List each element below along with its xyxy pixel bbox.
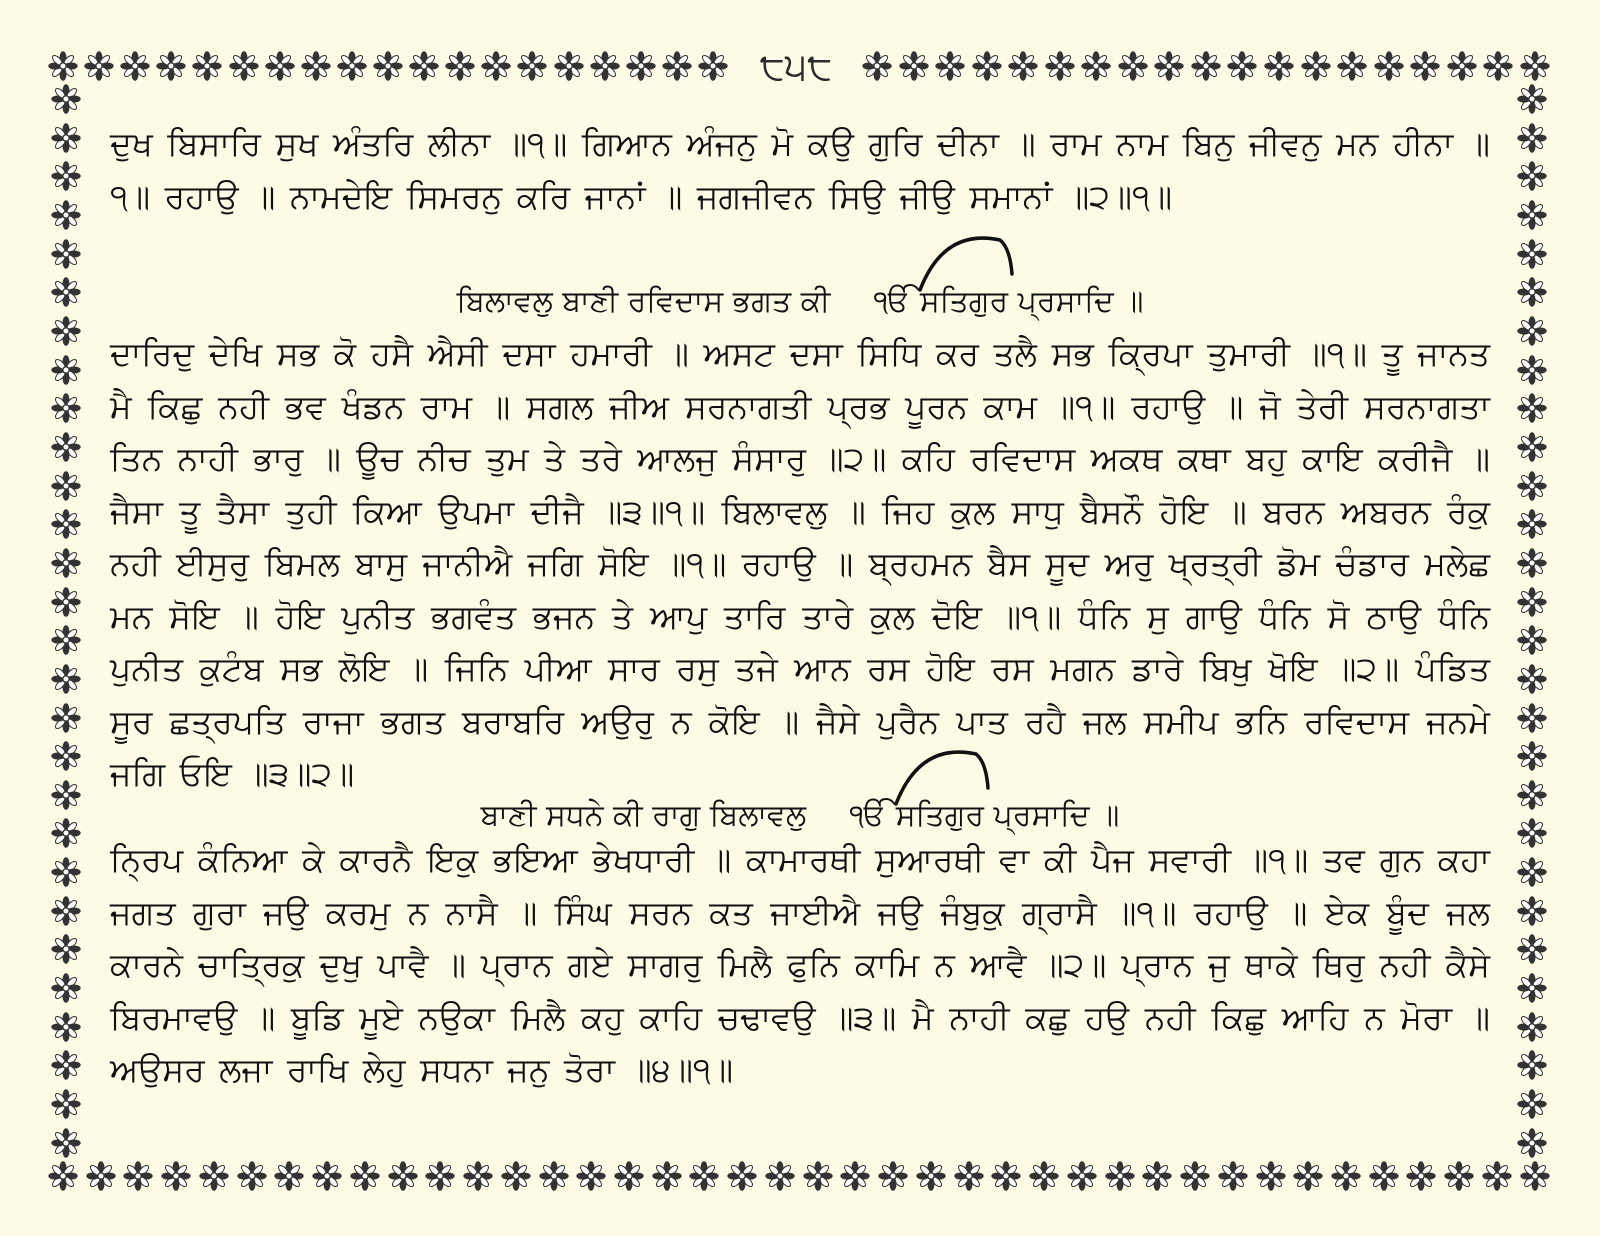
flower-icon <box>501 1161 531 1191</box>
flower-icon <box>51 548 81 578</box>
flower-icon <box>425 1161 455 1191</box>
flower-icon <box>1301 51 1331 81</box>
flower-icon <box>727 1161 757 1191</box>
flower-icon <box>517 51 547 81</box>
flower-icon <box>51 393 81 423</box>
flower-icon <box>51 1128 81 1158</box>
mool-mantar <box>850 794 1120 838</box>
flower-icon <box>51 84 81 114</box>
flower-icon <box>51 239 81 269</box>
flower-icon <box>229 51 259 81</box>
flower-icon <box>662 51 692 81</box>
flower-icon <box>301 51 331 81</box>
flower-icon <box>51 1050 81 1080</box>
flower-icon <box>237 1161 267 1191</box>
flower-icon <box>51 934 81 964</box>
flower-icon <box>1517 432 1547 462</box>
flower-icon <box>1517 741 1547 771</box>
flower-icon <box>51 432 81 462</box>
flower-icon <box>1227 51 1257 81</box>
mool-mantar-text: ੴ ਸਤਿਗੁਰ ਪ੍ਰਸਾਦਿ ॥ <box>849 798 1120 833</box>
flower-icon <box>1482 1161 1512 1191</box>
flower-icon <box>1331 1161 1361 1191</box>
flower-icon <box>1081 51 1111 81</box>
flower-icon <box>274 1161 304 1191</box>
flower-icon <box>84 51 114 81</box>
flower-icon <box>1517 703 1547 733</box>
flower-icon <box>51 587 81 617</box>
flower-icon <box>1520 1161 1550 1191</box>
flower-icon <box>1483 51 1513 81</box>
ornamental-border-right <box>1514 84 1550 1158</box>
flower-icon <box>1517 123 1547 153</box>
flower-icon <box>1517 818 1547 848</box>
flower-icon <box>51 200 81 230</box>
section-heading <box>110 794 1490 838</box>
flower-icon <box>123 1161 153 1191</box>
mool-mantar <box>874 280 1144 324</box>
flower-icon <box>539 1161 569 1191</box>
flower-icon <box>51 896 81 926</box>
flower-icon <box>1142 1161 1172 1191</box>
flower-icon <box>1191 51 1221 81</box>
flower-icon <box>1517 1089 1547 1119</box>
flower-icon <box>463 1161 493 1191</box>
flower-icon <box>1118 51 1148 81</box>
flower-icon <box>614 1161 644 1191</box>
flower-icon <box>445 51 475 81</box>
flower-icon <box>51 161 81 191</box>
flower-icon <box>991 1161 1021 1191</box>
flower-icon <box>1180 1161 1210 1191</box>
flower-icon <box>199 1161 229 1191</box>
section-heading <box>110 280 1490 324</box>
flower-icon <box>1256 1161 1286 1191</box>
flower-icon <box>1264 51 1294 81</box>
flower-icon <box>161 1161 191 1191</box>
flower-icon <box>51 741 81 771</box>
mool-mantar-text: ੴ ਸਤਿਗੁਰ ਪ੍ਰਸਾਦਿ ॥ <box>873 284 1144 319</box>
flower-icon <box>626 51 656 81</box>
flower-icon <box>156 51 186 81</box>
heading-title: ਬਿਲਾਵਲੁ ਬਾਣੀ ਰਵਿਦਾਸ ਭਗਤ ਕੀ <box>456 284 831 319</box>
flower-icon <box>265 51 295 81</box>
flower-icon <box>51 780 81 810</box>
flower-icon <box>1517 896 1547 926</box>
flower-icon <box>1517 84 1547 114</box>
flower-icon <box>1517 973 1547 1003</box>
flower-icon <box>1517 239 1547 269</box>
flower-icon <box>576 1161 606 1191</box>
flower-icon <box>652 1161 682 1191</box>
flower-icon <box>1517 625 1547 655</box>
flower-icon <box>1008 51 1038 81</box>
arc-mark-icon <box>890 748 1000 808</box>
flower-icon <box>1154 51 1184 81</box>
flower-icon <box>1517 664 1547 694</box>
flower-icon <box>51 1012 81 1042</box>
flower-icon <box>51 973 81 1003</box>
flower-icon <box>409 51 439 81</box>
flower-icon <box>1406 1161 1436 1191</box>
flower-icon <box>1517 200 1547 230</box>
flower-icon <box>840 1161 870 1191</box>
flower-icon <box>1410 51 1440 81</box>
flower-icon <box>350 1161 380 1191</box>
verse-block: ਦੁਖ ਬਿਸਾਰਿ ਸੁਖ ਅੰਤਰਿ ਲੀਨਾ ॥੧॥ ਗਿਆਨ ਅੰਜਨੁ ਮੋ ਕਉ ਗੁਰਿ ਦੀਨਾ ॥ ਰਾਮ ਨਾਮ ਬਿਨੁ ਜੀਵਨੁ ਮਨ ਹੀਨਾ ॥੧॥ ਰਹਾਉ ॥ ਨਾਮਦੇਇ ਸਿਮਰਨੁ ਕਰਿ ਜਾਨਾਂ ॥ ਜਗਜੀਵਨ ਸਿਉ ਜੀਉ ਸਮਾਨਾਂ ॥੨॥੧॥ <box>110 124 1490 216</box>
flower-icon <box>48 51 78 81</box>
flower-icon <box>1517 161 1547 191</box>
flower-icon <box>803 1161 833 1191</box>
flower-icon <box>51 1089 81 1119</box>
flower-icon <box>1517 471 1547 501</box>
flower-icon <box>972 51 1002 81</box>
flower-icon <box>916 1161 946 1191</box>
flower-icon <box>51 625 81 655</box>
flower-icon <box>51 316 81 346</box>
flower-icon <box>51 355 81 385</box>
flower-icon <box>765 1161 795 1191</box>
flower-icon <box>1517 780 1547 810</box>
flower-icon <box>878 1161 908 1191</box>
flower-icon <box>1517 857 1547 887</box>
flower-icon <box>51 664 81 694</box>
flower-icon <box>1520 51 1550 81</box>
flower-icon <box>1218 1161 1248 1191</box>
flower-icon <box>48 1161 78 1191</box>
flower-icon <box>1337 51 1367 81</box>
flower-icon <box>954 1161 984 1191</box>
flower-icon <box>51 123 81 153</box>
flower-icon <box>120 51 150 81</box>
flower-icon <box>554 51 584 81</box>
flower-icon <box>1517 355 1547 385</box>
ornamental-border-left <box>48 84 84 1158</box>
flower-icon <box>1517 277 1547 307</box>
page-number: ੮੫੮ <box>759 44 833 88</box>
flower-icon <box>51 857 81 887</box>
flower-icon <box>1517 1050 1547 1080</box>
flower-icon <box>1293 1161 1323 1191</box>
flower-icon <box>1517 587 1547 617</box>
flower-icon <box>1045 51 1075 81</box>
flower-icon <box>1444 1161 1474 1191</box>
verse-block: ਦਾਰਿਦੁ ਦੇਖਿ ਸਭ ਕੋ ਹਸੈ ਐਸੀ ਦਸਾ ਹਮਾਰੀ ॥ ਅਸਟ ਦਸਾ ਸਿਧਿ ਕਰ ਤਲੈ ਸਭ ਕ੍ਰਿਪਾ ਤੁਮਾਰੀ ॥੧॥ ਤੂ ਜਾਨਤ ਮੈ ਕਿਛੁ ਨਹੀ ਭਵ ਖੰਡਨ ਰਾਮ ॥ ਸਗਲ ਜੀਅ ਸਰਨਾਗਤੀ ਪ੍ਰਭ ਪੂਰਨ ਕਾਮ ॥੧॥ ਰਹਾਉ ॥ ਜੋ ਤੇਰੀ ਸਰਨਾਗਤਾ ਤਿਨ ਨਾਹੀ ਭਾਰੁ ॥ ਊਚ ਨੀਚ ਤੁਮ ਤੇ ਤਰੇ ਆਲਜੁ ਸੰਸਾਰੁ ॥੨॥ ਕਹਿ ਰਵਿਦਾਸ ਅਕਥ ਕਥਾ ਬਹੁ ਕਾਇ ਕਰੀਜੈ ॥ ਜੈਸਾ ਤੂ ਤੈਸਾ ਤੁਹੀ ਕਿਆ ਉਪਮਾ ਦੀਜੈ ॥੩॥੧॥ ਬਿਲਾਵਲੁ ॥ ਜਿਹ ਕੁਲ ਸਾਧੁ ਬੈਸਨੌ ਹੋਇ ॥ ਬਰਨ ਅਬਰਨ ਰੰਕੁ ਨਹੀ ਈਸੁਰੁ ਬਿਮਲ ਬਾਸੁ ਜਾਨੀਐ ਜਗਿ ਸੋਇ ॥੧॥ ਰਹਾਉ ॥ ਬ੍ਰਹਮਨ ਬੈਸ ਸੂਦ ਅਰੁ ਖ੍ਰਤ੍ਰੀ ਡੋਮ ਚੰਡਾਰ ਮਲੇਛ ਮਨ ਸੋਇ ॥ ਹੋਇ ਪੁਨੀਤ ਭਗਵੰਤ ਭਜਨ ਤੇ ਆਪੁ ਤਾਰਿ ਤਾਰੇ ਕੁਲ ਦੋਇ ॥੧॥ ਧੰਨਿ ਸੁ ਗਾਉ ਧੰਨਿ ਸੋ ਠਾਉ ਧੰਨਿ ਪੁਨੀਤ ਕੁਟੰਬ ਸਭ ਲੋਇ ॥ ਜਿਨਿ ਪੀਆ ਸਾਰ ਰਸੁ ਤਜੇ ਆਨ ਰਸ ਹੋਇ ਰਸ ਮਗਨ ਡਾਰੇ ਬਿਖੁ ਖੋਇ ॥੨॥ ਪੰਡਿਤ ਸੂਰ ਛਤ੍ਰਪਤਿ ਰਾਜਾ ਭਗਤ ਬਰਾਬਰਿ ਅਉਰੁ ਨ ਕੋਇ ॥ ਜੈਸੇ ਪੁਰੈਨ ਪਾਤ ਰਹੈ ਜਲ ਸਮੀਪ ਭਨਿ ਰਵਿਦਾਸ ਜਨਮੇ ਜਗਿ ਓਇ ॥੩॥੨॥ <box>110 334 1491 793</box>
flower-icon <box>481 51 511 81</box>
flower-icon <box>698 51 728 81</box>
verse-block: ਨ੍ਰਿਪ ਕੰਨਿਆ ਕੇ ਕਾਰਨੈ ਇਕੁ ਭਇਆ ਭੇਖਧਾਰੀ ॥ ਕਾਮਾਰਥੀ ਸੁਆਰਥੀ ਵਾ ਕੀ ਪੈਜ ਸਵਾਰੀ ॥੧॥ ਤਵ ਗੁਨ ਕਹਾ ਜਗਤ ਗੁਰਾ ਜਉ ਕਰਮੁ ਨ ਨਾਸੈ ॥ ਸਿੰਘ ਸਰਨ ਕਤ ਜਾਈਐ ਜਉ ਜੰਬੁਕੁ ਗ੍ਰਾਸੈ ॥੧॥ ਰਹਾਉ ॥ ਏਕ ਬੂੰਦ ਜਲ ਕਾਰਨੇ ਚਾਤ੍ਰਿਕੁ ਦੁਖੁ ਪਾਵੈ ॥ ਪ੍ਰਾਨ ਗਏ ਸਾਗਰੁ ਮਿਲੈ ਫੁਨਿ ਕਾਮਿ ਨ ਆਵੈ ॥੨॥ ਪ੍ਰਾਨ ਜੁ ਥਾਕੇ ਥਿਰੁ ਨਹੀ ਕੈਸੇ ਬਿਰਮਾਵਉ ॥ ਬੂਡਿ ਮੂਏ ਨਉਕਾ ਮਿਲੈ ਕਹੁ ਕਾਹਿ ਚਢਾਵਉ ॥੩॥ ਮੈ ਨਾਹੀ ਕਛੁ ਹਉ ਨਹੀ ਕਿਛੁ ਆਹਿ ਨ ਮੋਰਾ ॥ ਅਉਸਰ ਲਜਾ ਰਾਖਿ ਲੇਹੁ ਸਧਨਾ ਜਨੁ ਤੋਰਾ ॥੪॥੧॥ <box>110 840 1490 1089</box>
flower-icon <box>1517 509 1547 539</box>
flower-icon <box>1369 1161 1399 1191</box>
flower-icon <box>86 1161 116 1191</box>
flower-icon <box>312 1161 342 1191</box>
flower-icon <box>1105 1161 1135 1191</box>
flower-icon <box>1067 1161 1097 1191</box>
flower-icon <box>1374 51 1404 81</box>
flower-icon <box>1517 1128 1547 1158</box>
flower-icon <box>373 51 403 81</box>
ornamental-border-top-right <box>862 48 1550 84</box>
flower-icon <box>388 1161 418 1191</box>
flower-icon <box>51 277 81 307</box>
arc-mark-icon <box>914 234 1024 294</box>
flower-icon <box>51 818 81 848</box>
ornamental-border-bottom <box>48 1158 1550 1194</box>
flower-icon <box>689 1161 719 1191</box>
heading-title: ਬਾਣੀ ਸਧਨੇ ਕੀ ਰਾਗੁ ਬਿਲਾਵਲੁ <box>480 798 807 833</box>
flower-icon <box>337 51 367 81</box>
flower-icon <box>1517 934 1547 964</box>
flower-icon <box>590 51 620 81</box>
flower-icon <box>1447 51 1477 81</box>
flower-icon <box>1517 1012 1547 1042</box>
ornamental-border-top-left <box>48 48 728 84</box>
flower-icon <box>51 703 81 733</box>
flower-icon <box>899 51 929 81</box>
flower-icon <box>51 509 81 539</box>
flower-icon <box>862 51 892 81</box>
flower-icon <box>1517 316 1547 346</box>
flower-icon <box>192 51 222 81</box>
flower-icon <box>1029 1161 1059 1191</box>
flower-icon <box>51 471 81 501</box>
flower-icon <box>935 51 965 81</box>
flower-icon <box>1517 548 1547 578</box>
flower-icon <box>1517 393 1547 423</box>
